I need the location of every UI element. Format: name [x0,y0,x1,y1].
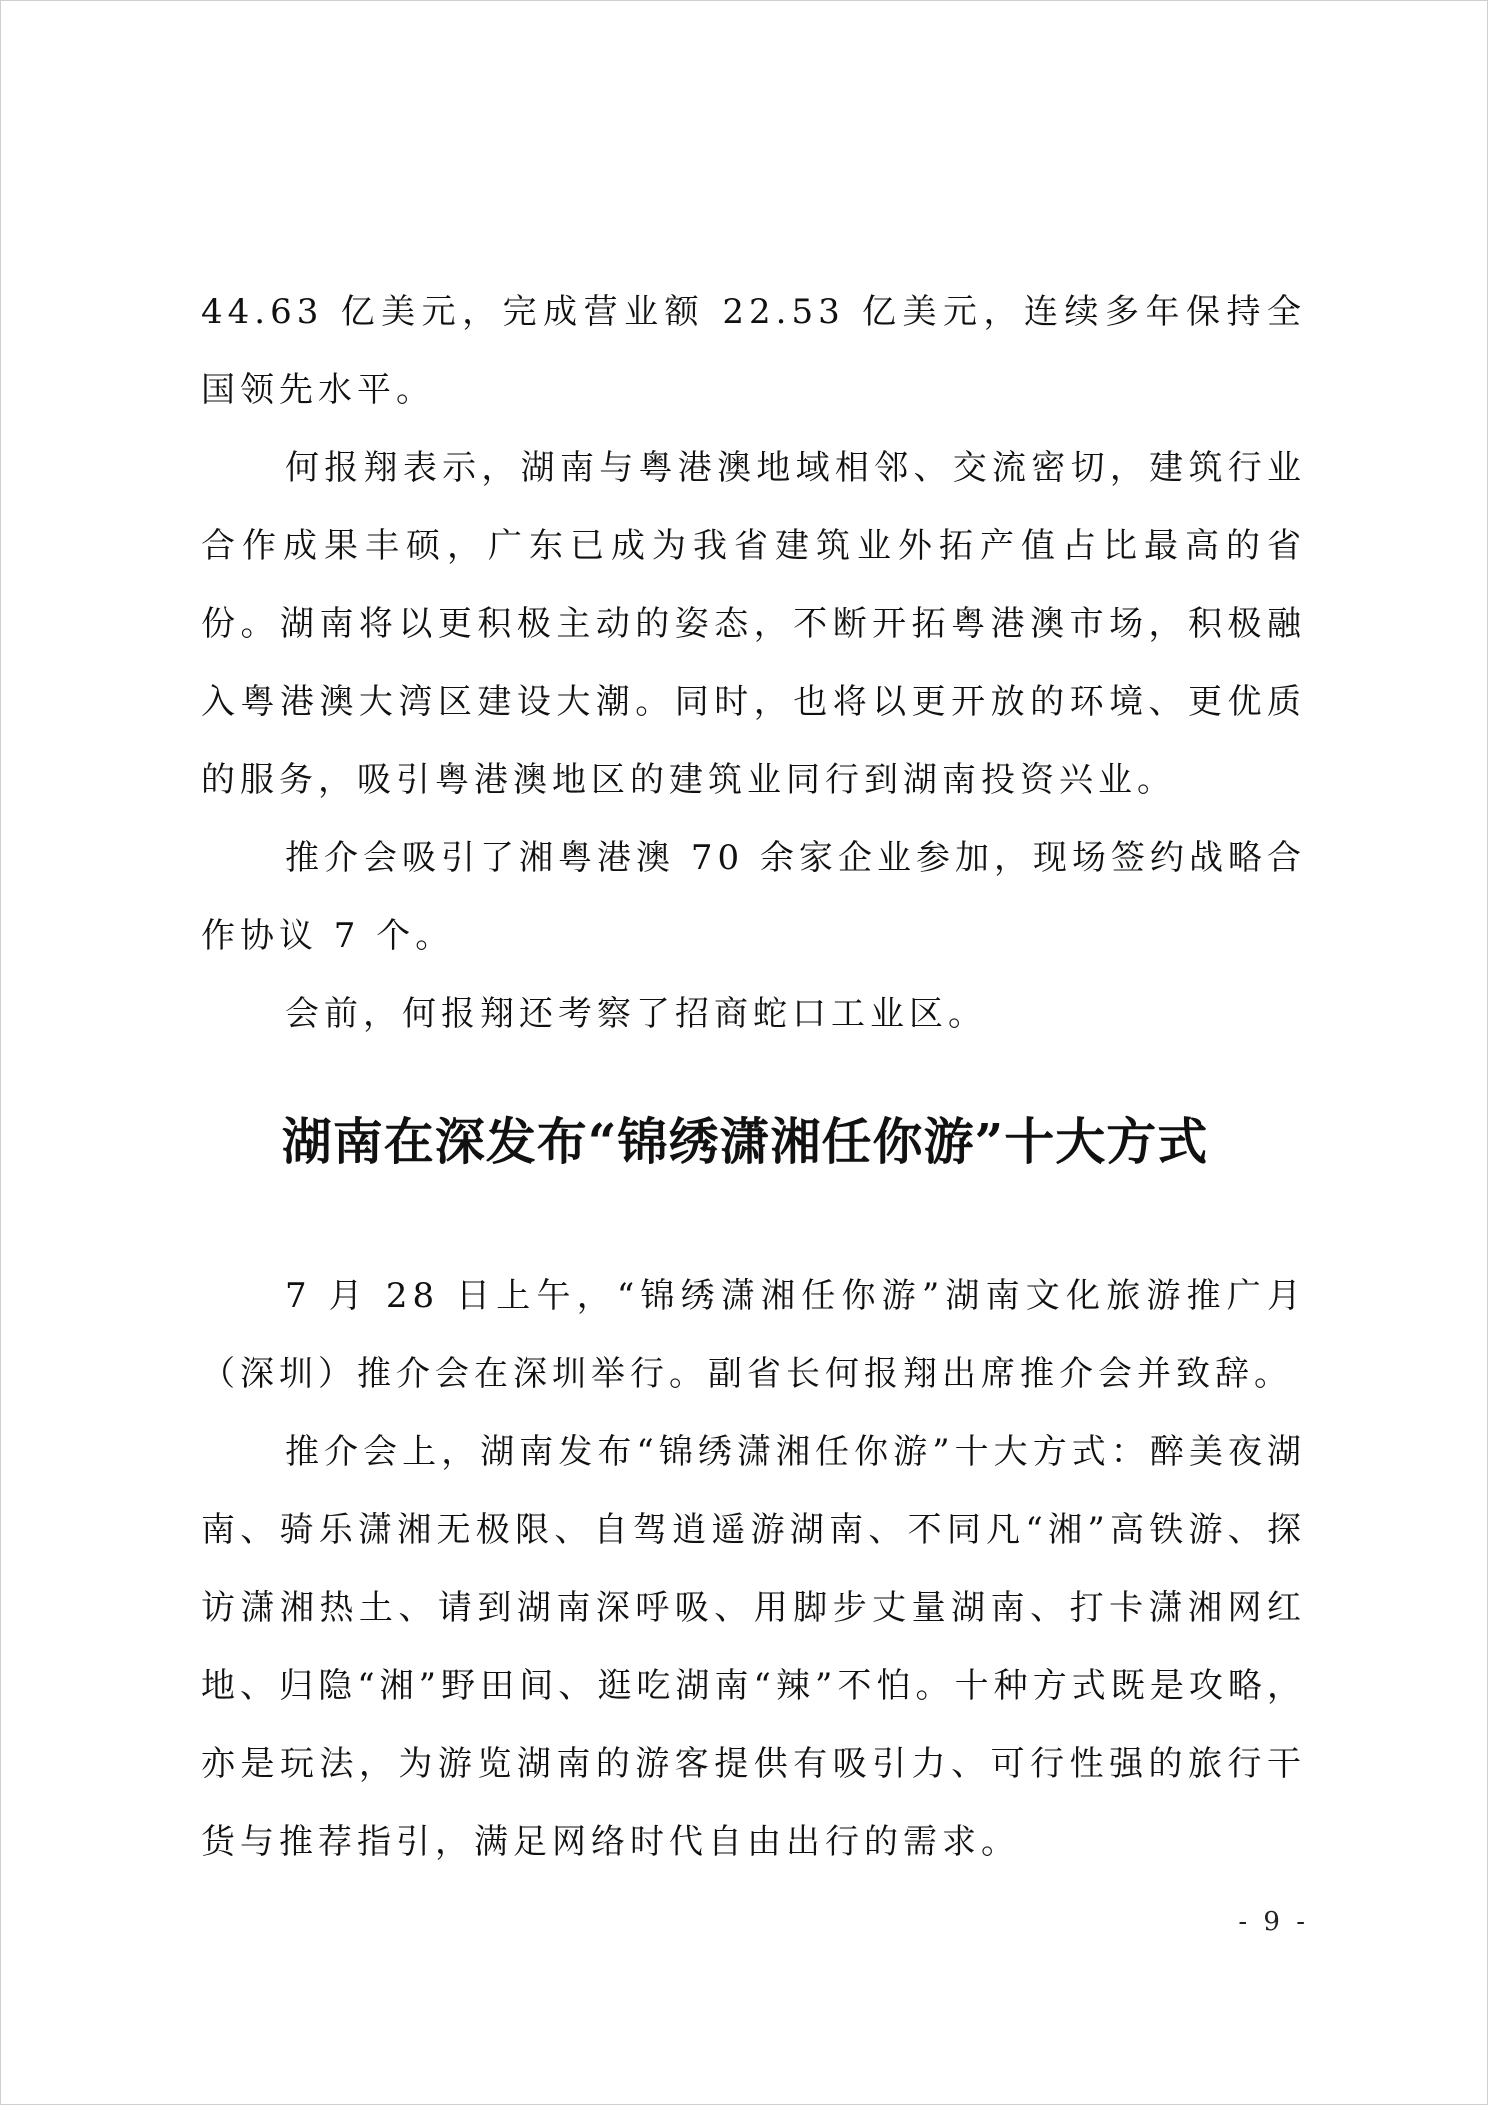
body-paragraph: 44.63 亿美元，完成营业额 22.53 亿美元，连续多年保持全国领先水平。 [201,292,1306,410]
body-paragraph: 推介会吸引了湘粤港澳 70 余家企业参加，现场签约战略合作协议 7 个。 [201,838,1306,956]
body-paragraph: 7 月 28 日上午，“锦绣潇湘任你游”湖南文化旅游推广月（深圳）推介会在深圳举行。副省长何报翔出席推介会并致辞。 [201,1276,1306,1394]
previous-article-continuation [201,273,1306,1053]
article-body [201,1257,1306,1881]
body-paragraph: 何报翔表示，湖南与粤港澳地域相邻、交流密切，建筑行业合作成果丰硕，广东已成为我省建筑业外拓产值占比最高的省份。湖南将以更积极主动的姿态，不断开拓粤港澳市场，积极融入粤港澳大湾区建设大潮。同时，也将以更开放的环境、更优质的服务，吸引粤港澳地区的建筑业同行到湖南投资兴业。 [201,448,1306,800]
body-paragraph: 会前，何报翔还考察了招商蛇口工业区。 [285,994,987,1034]
body-paragraph: 推介会上，湖南发布“锦绣潇湘任你游”十大方式：醉美夜湖南、骑乐潇湘无极限、自驾逍遥游湖南、不同凡“湘”高铁游、探访潇湘热土、请到湖南深呼吸、用脚步丈量湖南、打卡潇湘网红地、归隐“湘”野田间、逛吃湖南“辣”不怕。十种方式既是攻略，亦是玩法，为游览湖南的游客提供有吸引力、可行性强的旅行干货与推荐指引，满足网络时代自由出行的需求。 [201,1432,1306,1862]
article-title: 湖南在深发布“锦绣潇湘任你游”十大方式 [281,1112,1209,1171]
page-number: - 9 - [1238,1907,1309,1937]
